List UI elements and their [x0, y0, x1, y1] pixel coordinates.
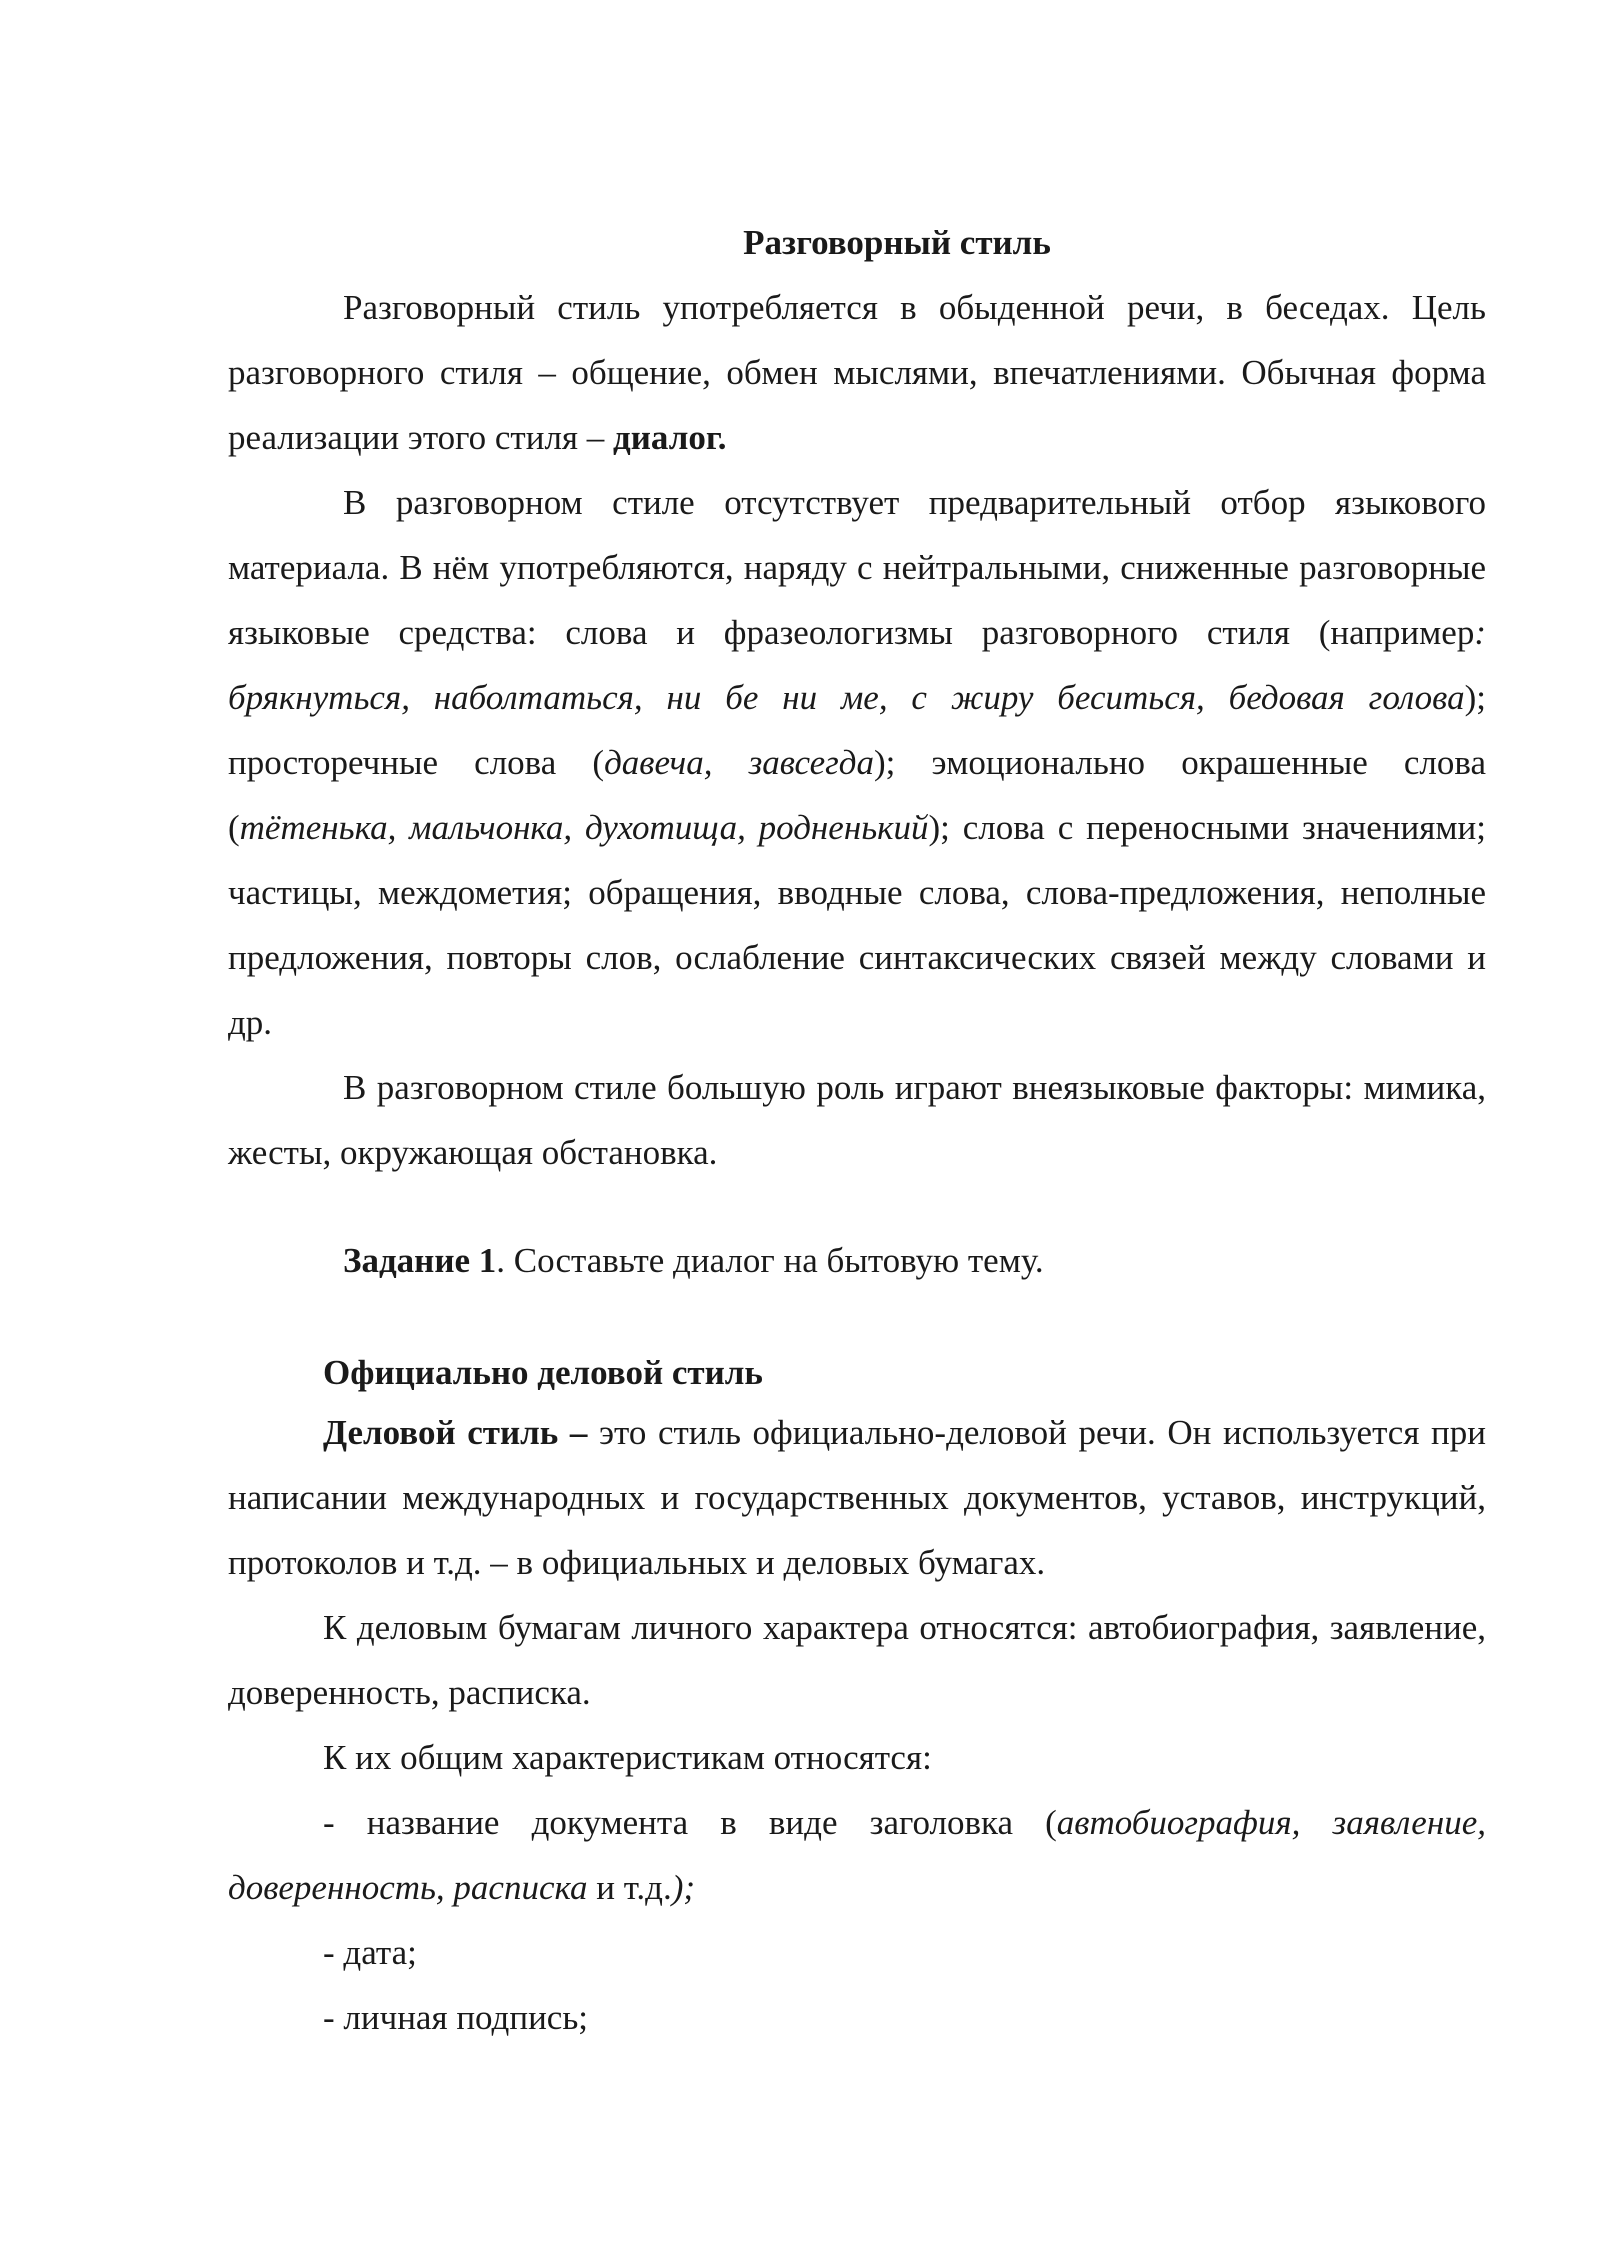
text-span: это стиль официально-деловой речи. Он используется при написании международных и государственных документов, уставов, инструкций, протоколов и т.д. – в официальных и деловых бумагах. [228, 1413, 1487, 1582]
italic-examples: : брякнуться, наболтаться, ни бе ни ме, с жиру беситься, бедовая голова [228, 613, 1486, 717]
text-span: ); эмоционально окрашенные слова ( [228, 743, 1486, 847]
text-span: ); слова с переносными значениями; частицы, междометия; обращения, вводные слова, слова-предложения, неполные предложения, повторы слов, ослабление синтаксических связей между словами и др. [228, 808, 1486, 1042]
list-item-signature: - личная подпись; [323, 1998, 589, 2037]
text-span: В разговорном стиле отсутствует предварительный отбор языкового материала. В нём употребляются, наряду с нейтральными, сниженные разговорные языковые средства: слова и фразеологизмы разговорного стиля (например [228, 483, 1486, 652]
document-page [228, 210, 1486, 2050]
list-item-title [228, 1790, 1486, 1920]
task-1 [228, 1228, 1486, 1293]
italic-examples: автобиография, заявление, доверенность, расписка [228, 1803, 1486, 1907]
paragraph-official-definition [228, 1400, 1486, 1595]
italic-examples: тётенька, мальчонка, духотища, родненький [239, 808, 929, 847]
text-span: ); просторечные слова ( [228, 678, 1486, 782]
bold-term-business-style: Деловой стиль – [323, 1413, 588, 1452]
section-title-official: Официально деловой стиль [323, 1353, 763, 1392]
paragraph-colloquial-definition [228, 275, 1486, 470]
italic-examples: давеча, завсегда [604, 743, 874, 782]
list-item-date: - дата; [323, 1933, 417, 1972]
bold-term-dialog: диалог. [613, 418, 727, 457]
text-span: и т.д. [587, 1868, 672, 1907]
task-text: . Составьте диалог на бытовую тему. [496, 1241, 1044, 1280]
text-span: - название документа в виде заголовка ( [323, 1803, 1057, 1842]
paragraph-colloquial-factors: В разговорном стиле большую роль играют внеязыковые факторы: мимика, жесты, окружающая обстановка. [228, 1068, 1486, 1172]
paragraph-colloquial-means [228, 470, 1486, 1055]
paragraph-personal-documents: К деловым бумагам личного характера относятся: автобиография, заявление, доверенность, расписка. [228, 1608, 1486, 1712]
text-span: Разговорный стиль употребляется в обыденной речи, в беседах. Цель разговорного стиля – общение, обмен мыслями, впечатлениями. Обычная форма реализации этого стиля – [228, 288, 1486, 457]
task-label: Задание 1 [343, 1241, 497, 1280]
italic-text: ); [671, 1868, 696, 1907]
section-title-colloquial: Разговорный стиль [743, 223, 1051, 262]
paragraph-characteristics-intro: К их общим характеристикам относятся: [323, 1738, 932, 1777]
